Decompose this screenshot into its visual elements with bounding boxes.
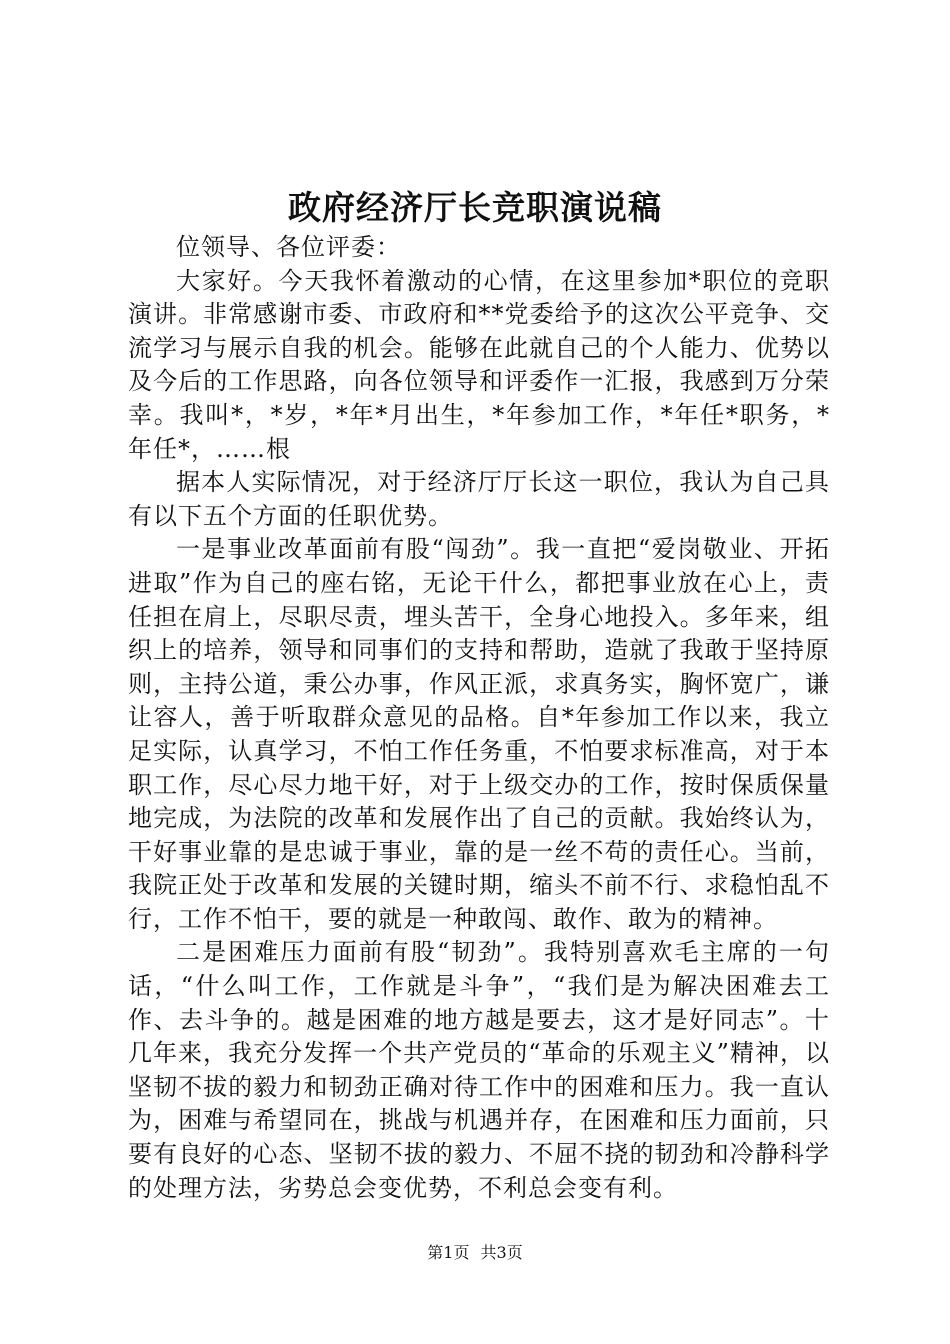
page-footer [0,1241,950,1265]
page-total: 共3页 [480,1243,523,1262]
document-body [128,231,830,1205]
intro-paragraph: 大家好。今天我怀着激动的心情，在这里参加*职位的竞职演讲。非常感谢市委、市政府和**党委给予的这次公平竞争、交流学习与展示自我的机会。能够在此就自己的个人能力、优势以及今后的工作思路，向各位领导和评委作一汇报，我感到万分荣幸。我叫*，*岁，*年*月出生，*年参加工作，*年任*职务，*年任*，……根 [128,266,830,463]
summary-paragraph: 据本人实际情况，对于经济厅厅长这一职位，我认为自己具有以下五个方面的任职优势。 [128,468,830,530]
strength-two-paragraph: 二是困难压力面前有股“韧劲”。我特别喜欢毛主席的一句话，“什么叫工作，工作就是斗争”，“我们是为解决困难去工作、去斗争的。越是困难的地方越是要去，这才是好同志”。十几年来，我充分发挥一个共产党员的“革命的乐观主义”精神，以坚韧不拔的毅力和韧劲正确对待工作中的困难和压力。我一直认为，困难与希望同在，挑战与机遇并存，在困难和压力面前，只要有良好的心态、坚韧不拔的毅力、不屈不挠的韧劲和冷静科学的处理方法，劣势总会变优势，不利总会变有利。 [128,938,830,1202]
strength-one-paragraph: 一是事业改革面前有股“闯劲”。我一直把“爱岗敬业、开拓进取”作为自己的座右铭，无论干什么，都把事业放在心上，责任担在肩上，尽职尽责，埋头苦干，全身心地投入。多年来，组织上的培养，领导和同事们的支持和帮助，造就了我敢于坚持原则，主持公道，秉公办事，作风正派，求真务实，胸怀宽广，谦让容人，善于听取群众意见的品格。自*年参加工作以来，我立足实际，认真学习，不怕工作任务重，不怕要求标准高，对于本职工作，尽心尽力地干好，对于上级交办的工作，按时保质保量地完成，为法院的改革和发展作出了自己的贡献。我始终认为，干好事业靠的是忠诚于事业，靠的是一丝不苟的责任心。当前，我院正处于改革和发展的关键时期，缩头不前不行、求稳怕乱不行，工作不怕干，要的就是一种敢闯、敢作、敢为的精神。 [128,535,830,933]
salutation-paragraph: 位领导、各位评委： [176,233,401,261]
document-title: 政府经济厅长竞职演说稿 [288,188,662,227]
page-number: 第1页 [427,1243,470,1262]
